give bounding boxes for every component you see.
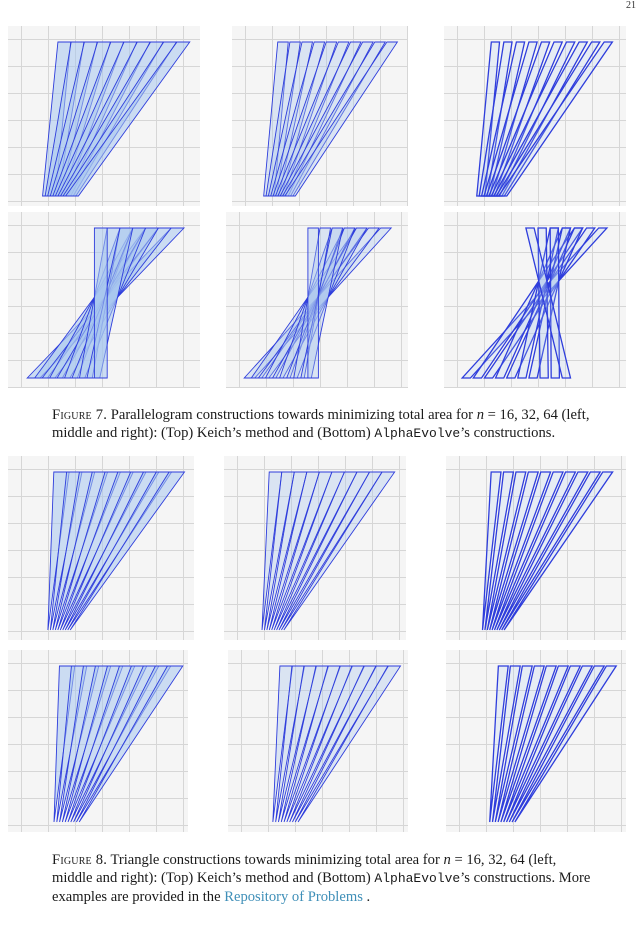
figure7-label: Figure 7. — [52, 407, 108, 423]
repository-of-problems-link[interactable]: Repository of Problems — [224, 889, 363, 905]
figure7-panel-alphaevolve-n32 — [226, 212, 408, 388]
construction-plot — [228, 650, 408, 832]
construction-plot — [444, 26, 626, 206]
figure7-panel-keich-n64 — [444, 26, 626, 206]
figure8-panel-alphaevolve-n64 — [446, 650, 626, 832]
figure7-text-c: ’s constructions. — [460, 425, 556, 441]
figure7-panel-keich-n16 — [8, 26, 200, 206]
figure8-text-c: ’s constructions. More examples are provided in the — [52, 870, 591, 905]
construction-plot — [8, 650, 188, 832]
figure8-panel-alphaevolve-n16 — [8, 650, 188, 832]
figure8-text-b: = 16, 32, 64 (left, middle and right): (Top) Keich’s method and (Bottom) — [52, 852, 557, 886]
construction-plot — [232, 26, 408, 206]
construction-plot — [8, 456, 194, 640]
figure8-text-a: Triangle constructions towards minimizing total area for — [110, 852, 440, 868]
figure7-var: n — [476, 407, 484, 423]
figure7-panel-alphaevolve-n64 — [444, 212, 626, 388]
figure8-panel-keich-n32 — [224, 456, 406, 640]
figure8-caption — [52, 851, 592, 906]
construction-strip — [94, 228, 107, 378]
figure8-var: n — [443, 852, 451, 868]
construction-plot — [444, 212, 626, 388]
construction-plot — [8, 212, 200, 388]
figure7-text-a: Parallelogram constructions towards minimizing total area for — [110, 407, 474, 423]
figure7-code: AlphaEvolve — [374, 426, 461, 441]
construction-plot — [224, 456, 406, 640]
figure7-panel-alphaevolve-n16 — [8, 212, 200, 388]
construction-plot — [226, 212, 408, 388]
figure8-code: AlphaEvolve — [374, 871, 461, 886]
construction-plot — [446, 650, 626, 832]
figure7-text-b: = 16, 32, 64 (left, middle and right): (Top) Keich’s method and (Bottom) — [52, 407, 590, 441]
page-number: 21 — [626, 0, 636, 11]
figure8-text-d: . — [366, 889, 371, 905]
figure7-panel-keich-n32 — [232, 26, 408, 206]
figure8-label: Figure 8. — [52, 852, 108, 868]
figure8-panel-alphaevolve-n32 — [228, 650, 408, 832]
figure8-panel-keich-n16 — [8, 456, 194, 640]
construction-plot — [446, 456, 626, 640]
figure8-panel-keich-n64 — [446, 456, 626, 640]
construction-plot — [8, 26, 200, 206]
construction-strip — [308, 228, 319, 378]
figure7-caption — [52, 406, 592, 443]
